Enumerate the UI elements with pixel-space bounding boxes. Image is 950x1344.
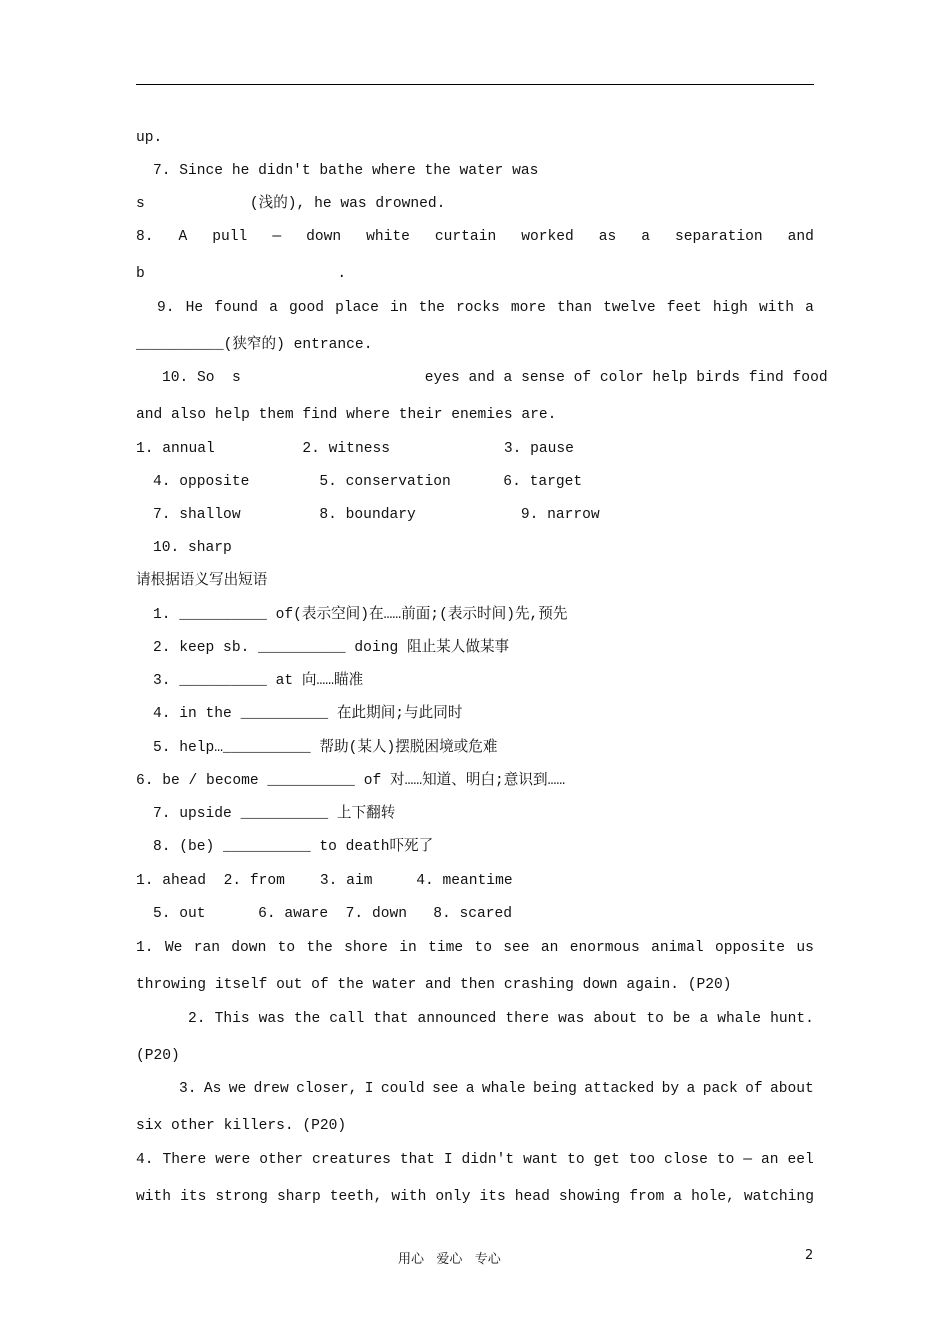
sentence-2-line-1 <box>188 1009 814 1029</box>
word: whale <box>481 1081 526 1097</box>
word: 3. <box>179 1081 197 1097</box>
sentence-3-line-1 <box>179 1079 814 1099</box>
word: an <box>761 1152 779 1168</box>
word: curtain <box>434 229 497 245</box>
word: down <box>231 940 267 956</box>
word: didn't <box>461 1152 515 1168</box>
word: only <box>435 1189 471 1205</box>
answers1-row3: 7. shallow 8. boundary 9. narrow <box>153 507 600 523</box>
sentence-3-line-2: six other killers. (P20) <box>136 1118 347 1134</box>
word: down <box>306 229 342 245</box>
header-rule <box>136 84 814 85</box>
word: worked <box>521 229 574 245</box>
q10-line-2: and also help them find where their enemies are. <box>136 407 557 423</box>
word: to <box>474 940 492 956</box>
phrase-6: 6. be / become __________ of 对……知道、明白;意识到…… <box>136 773 566 789</box>
word: a <box>641 229 651 245</box>
word: of <box>745 1081 763 1097</box>
q9-line-2: __________(狭窄的) entrance. <box>136 337 373 353</box>
word: I <box>443 1152 453 1168</box>
word: to <box>716 1152 735 1168</box>
word: be <box>672 1011 691 1027</box>
word: 8. <box>136 229 154 245</box>
sentence-4-line-1 <box>136 1150 814 1170</box>
word: get <box>593 1152 620 1168</box>
sentence-4-line-2 <box>136 1187 814 1207</box>
word: to <box>567 1152 585 1168</box>
word: that <box>373 1011 409 1027</box>
word: to <box>277 940 296 956</box>
word: as <box>598 229 617 245</box>
footer-motto: 用心 爱心 专心 <box>398 1252 501 1267</box>
word: more <box>510 300 546 316</box>
word: and <box>787 229 814 245</box>
word: could <box>380 1081 425 1097</box>
word: He <box>185 300 204 316</box>
word: about <box>769 1081 814 1097</box>
word: a <box>673 1189 683 1205</box>
page-number: 2 <box>805 1248 814 1263</box>
word: creatures <box>312 1152 391 1168</box>
answers1-row1: 1. annual 2. witness 3. pause <box>136 441 574 457</box>
word: 4. <box>136 1152 154 1168</box>
word: being <box>533 1081 577 1097</box>
word: opposite <box>715 940 786 956</box>
phrase-5: 5. help…__________ 帮助(某人)摆脱困境或危难 <box>153 740 498 756</box>
line-up: up. <box>136 130 163 146</box>
word: the <box>293 1011 321 1027</box>
sentence-1-line-2: throwing itself out of the water and then crashing down again. (P20) <box>136 977 732 993</box>
word: see <box>503 940 530 956</box>
phrase-1: 1. __________ of(表示空间)在……前面;(表示时间)先,预先 <box>153 607 568 623</box>
word: pull <box>212 229 248 245</box>
word: we <box>228 1081 247 1097</box>
word: As <box>203 1081 222 1097</box>
word: pack <box>702 1081 738 1097</box>
word: found <box>214 300 259 316</box>
word: its <box>180 1189 207 1205</box>
answers2-row1: 1. ahead 2. from 3. aim 4. meantime <box>136 873 513 889</box>
word: an <box>540 940 559 956</box>
word: than <box>556 300 593 316</box>
word: There <box>162 1152 207 1168</box>
word: — <box>272 229 282 245</box>
word: feet <box>666 300 702 316</box>
q8-line-1 <box>136 227 814 247</box>
q9-line-1 <box>157 298 814 318</box>
word: want <box>523 1152 559 1168</box>
phrase-4: 4. in the __________ 在此期间;与此同时 <box>153 706 463 722</box>
answers1-row2: 4. opposite 5. conservation 6. target <box>153 474 583 490</box>
word: was <box>558 1011 585 1027</box>
q10-line-1: 10. So s eyes and a sense of color help birds find food <box>162 370 828 386</box>
word: the <box>306 940 333 956</box>
word: attacked <box>584 1081 655 1097</box>
word: good <box>288 300 324 316</box>
word: enormous <box>569 940 640 956</box>
word: in <box>399 940 417 956</box>
word: white <box>366 229 410 245</box>
word: a <box>465 1081 475 1097</box>
word: 1. <box>136 940 154 956</box>
word: its <box>479 1189 506 1205</box>
word: — <box>743 1152 753 1168</box>
word: place <box>335 300 379 316</box>
word: sharp <box>276 1189 321 1205</box>
word: teeth, <box>329 1189 383 1205</box>
word: time <box>428 940 464 956</box>
word: head <box>514 1189 550 1205</box>
word: This <box>214 1011 250 1027</box>
word: the <box>418 300 445 316</box>
word: watching <box>743 1189 814 1205</box>
word: whale <box>717 1011 762 1027</box>
q7-line-2: s (浅的), he was drowned. <box>136 196 446 212</box>
word: with <box>136 1189 172 1205</box>
word: from <box>629 1189 665 1205</box>
q8-line-2: b . <box>136 266 347 282</box>
word: A <box>178 229 188 245</box>
word: high <box>712 300 748 316</box>
word: a <box>699 1011 709 1027</box>
sentence-2-line-2: (P20) <box>136 1048 180 1064</box>
word: was <box>258 1011 285 1027</box>
word: ran <box>193 940 220 956</box>
word: by <box>661 1081 680 1097</box>
word: too <box>628 1152 656 1168</box>
word: were <box>215 1152 251 1168</box>
word: announced <box>417 1011 497 1027</box>
word: We <box>164 940 183 956</box>
word: twelve <box>603 300 656 316</box>
word: drew <box>253 1081 289 1097</box>
word: us <box>796 940 814 956</box>
word: see <box>432 1081 459 1097</box>
word: I <box>364 1081 374 1097</box>
word: separation <box>675 229 763 245</box>
word: other <box>259 1152 304 1168</box>
word: about <box>593 1011 638 1027</box>
word: animal <box>651 940 704 956</box>
answers1-row4: 10. sharp <box>153 540 232 556</box>
phrase-8: 8. (be) __________ to death吓死了 <box>153 839 434 855</box>
word: there <box>505 1011 550 1027</box>
word: 9. <box>157 300 175 316</box>
word: close <box>664 1152 708 1168</box>
word: to <box>646 1011 664 1027</box>
word: rocks <box>455 300 500 316</box>
word: 2. <box>188 1011 206 1027</box>
word: closer, <box>296 1081 358 1097</box>
phrase-2: 2. keep sb. __________ doing 阻止某人做某事 <box>153 640 510 656</box>
phrase-7: 7. upside __________ 上下翻转 <box>153 806 396 822</box>
word: shore <box>344 940 388 956</box>
word: eel <box>787 1152 814 1168</box>
word: a <box>686 1081 696 1097</box>
word: hole, <box>691 1189 735 1205</box>
word: in <box>389 300 408 316</box>
sentence-1-line-1 <box>136 938 814 958</box>
phrase-3: 3. __________ at 向……瞄准 <box>153 673 364 689</box>
word: call <box>329 1011 365 1027</box>
word: strong <box>215 1189 268 1205</box>
word: showing <box>558 1189 621 1205</box>
word: hunt. <box>770 1011 814 1027</box>
section2-heading: 请根据语义写出短语 <box>136 573 268 589</box>
word: a <box>805 300 814 316</box>
word: with <box>391 1189 427 1205</box>
word: that <box>399 1152 435 1168</box>
answers2-row2: 5. out 6. aware 7. down 8. scared <box>153 906 513 922</box>
word: with <box>759 300 795 316</box>
word: a <box>269 300 278 316</box>
q7-line-1: 7. Since he didn't bathe where the water was <box>153 163 539 179</box>
